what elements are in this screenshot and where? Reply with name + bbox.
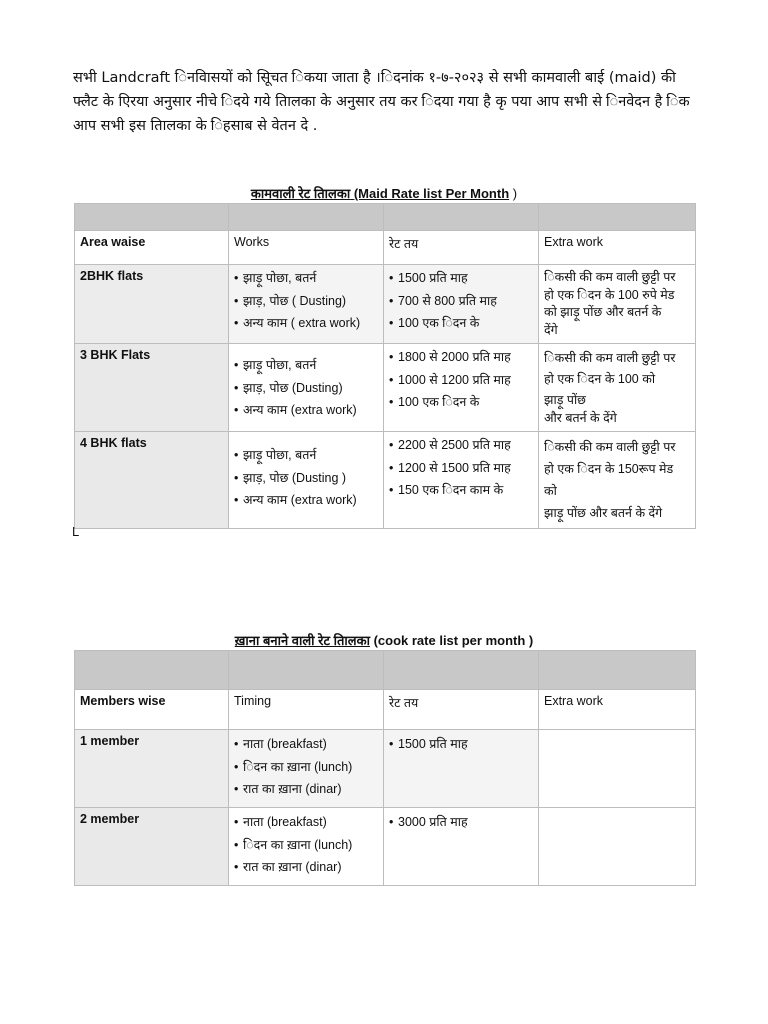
list-item: • 150 एक िदन काम के <box>389 479 533 502</box>
notice-paragraph: सभी Landcraft िनवािसयों को सूिचत िकया जाता है ।िदनांक १-७-२०२३ से सभी कामवाली बाई (maid) की फ्लैट के एिरया अनुसार नीचे िदये गये तािलका के अनुसार तय कर िदया गया है कृ पया आप सभी से िनवेदन है िक आप सभी इस तािलका के िहसाब से वेतन दे . <box>73 70 690 134</box>
list-item: • रात का ख़ाना (dinar) <box>234 856 378 879</box>
timing-cell <box>229 730 384 808</box>
extra-line: झाड़ू पोंछ और बतर्न के देंगे <box>544 506 663 520</box>
list-item: • 1200 से 1500 प्रति माह <box>389 457 533 480</box>
list-item: • अन्य काम (extra work) <box>234 399 378 422</box>
works-cell <box>229 432 384 529</box>
row-label: 1 member <box>75 730 229 808</box>
maid-title-close: ) <box>509 186 518 201</box>
cook-table-title <box>74 631 694 649</box>
maid-title-hindi: कामवाली रेट तािलका <box>250 186 351 201</box>
extra-line: िकसी की कम वाली छुट्टी पर <box>544 351 676 365</box>
row-label: 4 BHK flats <box>75 432 229 529</box>
table-row <box>75 265 696 344</box>
list-item: • अन्य काम ( extra work) <box>234 312 378 335</box>
table-row <box>75 344 696 432</box>
table-row <box>75 730 696 808</box>
list-item: • 700 से 800 प्रति माह <box>389 290 533 313</box>
table-shaded-row <box>75 651 696 690</box>
extra-line: िकसी की कम वाली छुट्टी पर <box>544 440 676 454</box>
header-works: Works <box>229 231 384 265</box>
rates-cell <box>384 432 539 529</box>
cook-title-hindi: ख़ाना बनाने वाली रेट तािलका <box>234 633 370 648</box>
header-extra: Extra work <box>539 690 696 730</box>
maid-title-english: (Maid Rate list Per Month <box>353 186 510 201</box>
header-members: Members wise <box>75 690 229 730</box>
list-item: • झाड़, पोछ ( Dusting) <box>234 290 378 313</box>
extra-line: को <box>544 484 557 498</box>
list-item: • झाड़ू पोछा, बतर्न <box>234 267 378 290</box>
list-item: • झाड़ू पोछा, बतर्न <box>234 444 378 467</box>
extra-line: देंगे <box>544 322 558 337</box>
extra-line: हो एक िदन के 100 को <box>544 372 656 386</box>
extra-line: िकसी की कम वाली छुट्टी पर <box>544 270 676 284</box>
table-row <box>75 808 696 886</box>
extra-cell <box>539 265 696 344</box>
maid-rate-table <box>74 203 696 529</box>
row-label: 2 member <box>75 808 229 886</box>
extra-line: और बतर्न के देंगे <box>544 411 617 425</box>
list-item: • 1800 से 2000 प्रति माह <box>389 346 533 369</box>
header-timing: Timing <box>229 690 384 730</box>
maid-table-title <box>74 184 694 202</box>
list-item: • अन्य काम (extra work) <box>234 489 378 512</box>
header-extra: Extra work <box>539 231 696 265</box>
list-item: • झाड़ू पोछा, बतर्न <box>234 354 378 377</box>
list-item: • झाड़, पोछ (Dusting ) <box>234 467 378 490</box>
table-header-row <box>75 690 696 730</box>
extra-cell <box>539 344 696 432</box>
extra-cell <box>539 808 696 886</box>
table-header-row <box>75 231 696 265</box>
list-item: • 2200 से 2500 प्रति माह <box>389 434 533 457</box>
list-item: • 1500 प्रति माह <box>389 267 533 290</box>
list-item: • 1500 प्रति माह <box>389 733 533 756</box>
list-item: • नाता (breakfast) <box>234 733 378 756</box>
list-item: • 1000 से 1200 प्रति माह <box>389 369 533 392</box>
header-rate: रेट तय <box>384 231 539 265</box>
extra-line: हो एक िदन के 100 रुपे मेड <box>544 287 675 302</box>
list-item: • झाड़, पोछ (Dusting) <box>234 377 378 400</box>
stray-character: L <box>72 524 80 539</box>
row-label: 3 BHK Flats <box>75 344 229 432</box>
list-item: • िदन का ख़ाना (lunch) <box>234 756 378 779</box>
table-shaded-row <box>75 204 696 231</box>
extra-line: हो एक िदन के 150रूप मेड <box>544 462 674 476</box>
cook-rate-table <box>74 650 696 886</box>
list-item: • िदन का ख़ाना (lunch) <box>234 834 378 857</box>
works-cell <box>229 265 384 344</box>
list-item: • 100 एक िदन के <box>389 312 533 335</box>
list-item: • नाता (breakfast) <box>234 811 378 834</box>
list-item: • 3000 प्रति माह <box>389 811 533 834</box>
row-label: 2BHK flats <box>75 265 229 344</box>
rates-cell <box>384 265 539 344</box>
rate-cell <box>384 730 539 808</box>
rates-cell <box>384 344 539 432</box>
extra-line: को झाड़ू पोंछ और बतर्न के <box>544 305 662 319</box>
rate-cell <box>384 808 539 886</box>
extra-cell <box>539 432 696 529</box>
extra-cell <box>539 730 696 808</box>
timing-cell <box>229 808 384 886</box>
table-row <box>75 432 696 529</box>
extra-line: झाड़ू पोंछ <box>544 393 586 407</box>
header-rate: रेट तय <box>384 690 539 730</box>
works-cell <box>229 344 384 432</box>
header-area: Area waise <box>75 231 229 265</box>
list-item: • 100 एक िदन के <box>389 391 533 414</box>
cook-title-english: (cook rate list per month ) <box>373 633 534 648</box>
list-item: • रात का ख़ाना (dinar) <box>234 778 378 801</box>
